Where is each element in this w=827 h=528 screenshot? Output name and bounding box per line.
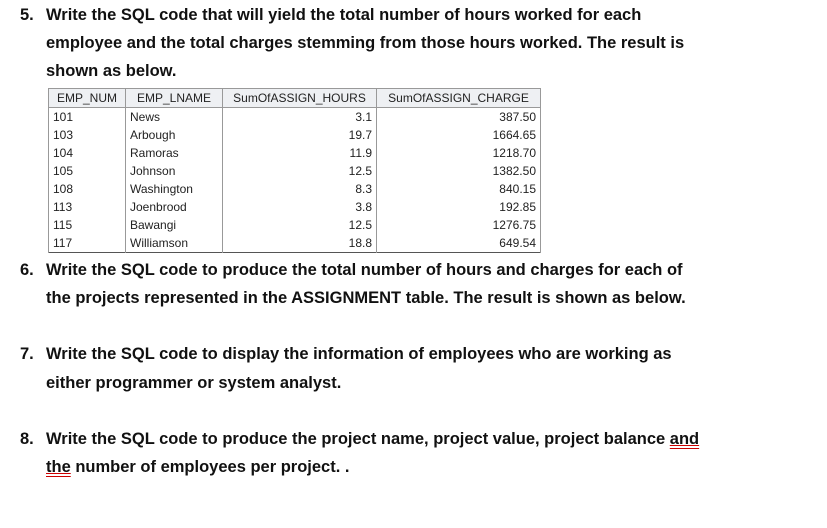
column-header: SumOfASSIGN_CHARGE [377, 89, 541, 108]
table-cell: 3.8 [223, 198, 377, 216]
table-row [49, 216, 541, 234]
result-table [48, 88, 541, 253]
question-text: either programmer or system analyst. [46, 374, 342, 392]
table-header-row [49, 89, 541, 108]
table-cell: Washington [126, 180, 223, 198]
table-cell: 840.15 [377, 180, 541, 198]
table-cell: Williamson [126, 234, 223, 253]
table-cell: News [126, 108, 223, 127]
table-row [49, 144, 541, 162]
table-cell: 12.5 [223, 216, 377, 234]
column-header: EMP_LNAME [126, 89, 223, 108]
table-cell: 101 [49, 108, 126, 127]
table-cell: 105 [49, 162, 126, 180]
spellcheck-underlined-word: the [46, 458, 71, 476]
table-cell: 108 [49, 180, 126, 198]
table-cell: 115 [49, 216, 126, 234]
table-row [49, 234, 541, 253]
table-cell: 1382.50 [377, 162, 541, 180]
table-cell: 117 [49, 234, 126, 253]
spellcheck-underlined-word: and [669, 430, 700, 448]
table-cell: 192.85 [377, 198, 541, 216]
question-text [46, 458, 350, 477]
table-cell: 113 [49, 198, 126, 216]
table-row [49, 126, 541, 144]
table-cell: 1218.70 [377, 144, 541, 162]
table-cell: 1664.65 [377, 126, 541, 144]
column-header: EMP_NUM [49, 89, 126, 108]
text-segment: number of employees per project. . [70, 458, 350, 476]
question-text: shown as below. [46, 62, 177, 80]
table-row [49, 108, 541, 127]
table-cell: Johnson [126, 162, 223, 180]
table-cell: 1276.75 [377, 216, 541, 234]
table-cell: Joenbrood [126, 198, 223, 216]
table-cell: 387.50 [377, 108, 541, 127]
table-cell: Ramoras [126, 144, 223, 162]
table-cell: 18.8 [223, 234, 377, 253]
question-text [46, 430, 699, 449]
table-row [49, 198, 541, 216]
table-cell: 12.5 [223, 162, 377, 180]
table-cell: Bawangi [126, 216, 223, 234]
question-text: Write the SQL code that will yield the total number of hours worked for each [46, 6, 642, 24]
question-number: 5. [20, 6, 34, 24]
question-text: Write the SQL code to display the information of employees who are working as [46, 345, 672, 363]
table-cell: 3.1 [223, 108, 377, 127]
table-cell: 649.54 [377, 234, 541, 253]
column-header: SumOfASSIGN_HOURS [223, 89, 377, 108]
question-text: Write the SQL code to produce the total number of hours and charges for each of [46, 261, 683, 279]
question-number: 6. [20, 261, 34, 279]
table-row [49, 180, 541, 198]
table-cell: 104 [49, 144, 126, 162]
text-segment: Write the SQL code to produce the project name, project value, project balance [46, 430, 670, 448]
question-text: the projects represented in the ASSIGNMENT table. The result is shown as below. [46, 289, 686, 307]
question-text: employee and the total charges stemming from those hours worked. The result is [46, 34, 685, 52]
table-cell: 8.3 [223, 180, 377, 198]
table-row [49, 162, 541, 180]
table-cell: 103 [49, 126, 126, 144]
table-cell: 19.7 [223, 126, 377, 144]
table-cell: 11.9 [223, 144, 377, 162]
question-number: 8. [20, 430, 34, 448]
question-number: 7. [20, 345, 34, 363]
table-cell: Arbough [126, 126, 223, 144]
